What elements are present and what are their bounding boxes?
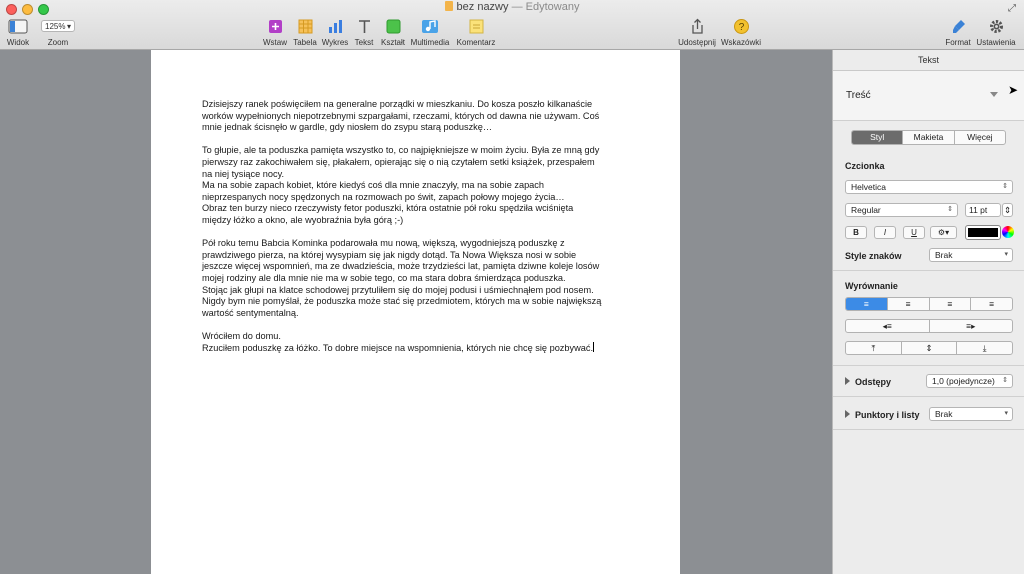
sidebar-tabs xyxy=(851,130,1006,145)
italic-button[interactable]: I xyxy=(874,226,896,239)
char-styles-popup[interactable]: Brak ▾ xyxy=(929,248,1013,262)
document-name: bez nazwy xyxy=(456,1,509,13)
paragraph[interactable]: Dzisiejszy ranek poświęciłem na generalne porządki w mieszkaniu. Do kosza poszło kilkanaście worków wypełnionych niepotrzebnymi szpargałami, rzeczami, których od dawna nie używam. Coś mnie jednak ścisnęło w gardle, gdy niosłem do zsypu starą poduszkę… xyxy=(202,99,600,133)
divider xyxy=(833,365,1024,366)
color-swatch xyxy=(968,228,998,237)
shape-button[interactable]: Kształt xyxy=(379,18,407,47)
media-button[interactable]: Multimedia xyxy=(410,18,450,47)
disclosure-triangle-icon[interactable] xyxy=(845,377,850,385)
title-bar xyxy=(0,0,1024,50)
sidebar-header: Tekst xyxy=(833,50,1024,71)
paragraph[interactable]: Pół roku temu Babcia Kominka podarowała mu nową, większą, wygodniejszą poduszkę z prawdziwego pierza, na której wysypiam się jak nigdy dotąd. Ta Nowa Większa nosi w sobie jeszcze więcej wspomnień, ma ze dwadzieścia, może trzydzieści lat, pamięta dziwne koleje losów mojej rodziny ale dla mnie nie ma w sobie tego, co ma stara dobra śmierdząca poduszka. Stojąc jak głupi na klatce schodowej przytuliłem się do mojej podusi i uśmiechnąłem pod nosem. Nigdy bym nie pomyślał, że poduszka może stać się przedmiotem, których ma w sobie największą wartość sentymentalną. xyxy=(202,238,602,318)
bullets-label: Punktory i listy xyxy=(855,410,920,420)
tips-icon xyxy=(733,18,750,35)
shape-icon xyxy=(385,18,402,35)
insert-button[interactable]: Wstaw xyxy=(262,18,288,47)
divider xyxy=(833,270,1024,271)
zoom-popup[interactable]: 125% ▾ xyxy=(41,20,75,32)
text-color-well[interactable] xyxy=(965,225,1001,240)
text-icon xyxy=(356,18,373,35)
align-right-icon[interactable]: ≡ xyxy=(929,298,971,310)
view-button[interactable]: Widok xyxy=(6,18,30,47)
gear-icon xyxy=(988,18,1005,35)
color-wheel-icon[interactable] xyxy=(1002,226,1014,238)
paragraph-last[interactable]: Wróciłem do domu. Rzuciłem poduszkę za łóżko. To dobre miejsce na wspomnienia, których nie chcę się pozbywać. xyxy=(202,330,593,354)
view-icon xyxy=(8,18,28,35)
gear-icon: ⚙ xyxy=(937,228,946,237)
text-cursor xyxy=(593,342,594,352)
document-canvas[interactable] xyxy=(0,50,832,574)
format-sidebar xyxy=(832,50,1024,574)
font-style-popup[interactable]: Regular ⇕ xyxy=(845,203,958,217)
zoom-control[interactable]: 125% ▾ Zoom xyxy=(38,18,78,47)
document-page[interactable] xyxy=(151,50,680,574)
underline-button[interactable]: U xyxy=(903,226,925,239)
comment-button[interactable]: Komentarz xyxy=(456,18,496,47)
format-button[interactable]: Format xyxy=(943,18,973,47)
paragraph-style-name: Treść xyxy=(846,90,871,101)
text-options-button[interactable]: ⚙▾ xyxy=(930,226,957,239)
edit-status: Edytowany xyxy=(525,1,580,13)
settings-button[interactable]: Ustawienia xyxy=(976,18,1016,47)
paragraph-style-selector[interactable] xyxy=(833,71,1024,121)
document-body[interactable] xyxy=(202,99,632,355)
paintbrush-icon xyxy=(950,18,967,35)
divider xyxy=(833,396,1024,397)
svg-text:?: ? xyxy=(738,22,744,33)
media-icon xyxy=(420,18,440,35)
chart-icon xyxy=(327,18,344,35)
document-icon xyxy=(445,1,453,11)
paragraph[interactable]: To głupie, ale ta poduszka pamięta wszystko to, co najpiękniejsze w moim życiu. Była ze mną gdy pierwszy raz zakochiwałem się, płakałem, opierając się o nią czytałem setki książek, przespałem na niej tysiące nocy. Ma na sobie zapach kobiet, które kiedyś coś dla mnie znaczyły, ma na sobie zapach nieprzespanych nocy spędzonych na rozmowach po świt, zapach połowy mojego życia… Obraz ten burzy nieco rzeczywisty fetor poduszki, która ostatnie pół roku spędziła wciśnięta między łóżko a okno, ale wyobraźnia była górą ;-) xyxy=(202,145,600,225)
alignment-section-title: Wyrównanie xyxy=(845,281,898,291)
divider xyxy=(833,429,1024,430)
bold-button[interactable]: B xyxy=(845,226,867,239)
insert-icon xyxy=(267,18,284,35)
decrease-indent-icon[interactable]: ◂≡ xyxy=(882,321,892,331)
disclosure-triangle-icon[interactable] xyxy=(845,410,850,418)
align-top-icon[interactable]: ⤒ xyxy=(871,343,876,353)
align-bottom-icon[interactable]: ⤓ xyxy=(956,342,1012,354)
text-button[interactable]: Tekst xyxy=(353,18,375,47)
indent-buttons xyxy=(845,319,1013,333)
bullets-popup[interactable]: Brak ▾ xyxy=(929,407,1013,421)
share-icon xyxy=(689,18,706,35)
table-button[interactable]: Tabela xyxy=(292,18,318,47)
align-center-icon[interactable]: ≡ xyxy=(887,298,929,310)
chart-button[interactable]: Wykres xyxy=(321,18,349,47)
align-justify-icon[interactable]: ≡ xyxy=(970,298,1012,310)
share-button[interactable]: Udostępnij xyxy=(677,18,717,47)
spacing-popup[interactable]: 1,0 (pojedyncze) ⇕ xyxy=(926,374,1013,388)
increase-indent-icon[interactable]: ≡▸ xyxy=(929,320,1013,332)
align-left-icon[interactable]: ≡ xyxy=(846,298,887,310)
font-section-title: Czcionka xyxy=(845,161,885,171)
align-middle-icon[interactable]: ⇕ xyxy=(901,342,957,354)
fullscreen-icon[interactable]: ⤢ xyxy=(1008,3,1016,14)
window-title: bez nazwy — Edytowany xyxy=(0,1,1024,13)
font-size-stepper[interactable]: ⇕ xyxy=(1003,205,1012,215)
tab-layout[interactable]: Makieta xyxy=(902,131,953,144)
vertical-align-buttons xyxy=(845,341,1013,355)
table-icon xyxy=(297,18,314,35)
alignment-buttons xyxy=(845,297,1013,311)
font-size-field[interactable]: 11 pt xyxy=(965,203,1001,217)
spacing-label: Odstępy xyxy=(855,377,892,387)
tab-style[interactable]: Styl xyxy=(852,131,902,144)
chevron-down-icon[interactable] xyxy=(990,92,998,97)
comment-icon xyxy=(468,18,485,35)
font-family-popup[interactable]: Helvetica ⇕ xyxy=(845,180,1013,194)
tips-button[interactable]: ? Wskazówki xyxy=(721,18,761,47)
mouse-pointer-icon: ➤ xyxy=(1008,83,1019,97)
char-styles-label: Style znaków xyxy=(845,251,902,261)
tab-more[interactable]: Więcej xyxy=(954,131,1005,144)
